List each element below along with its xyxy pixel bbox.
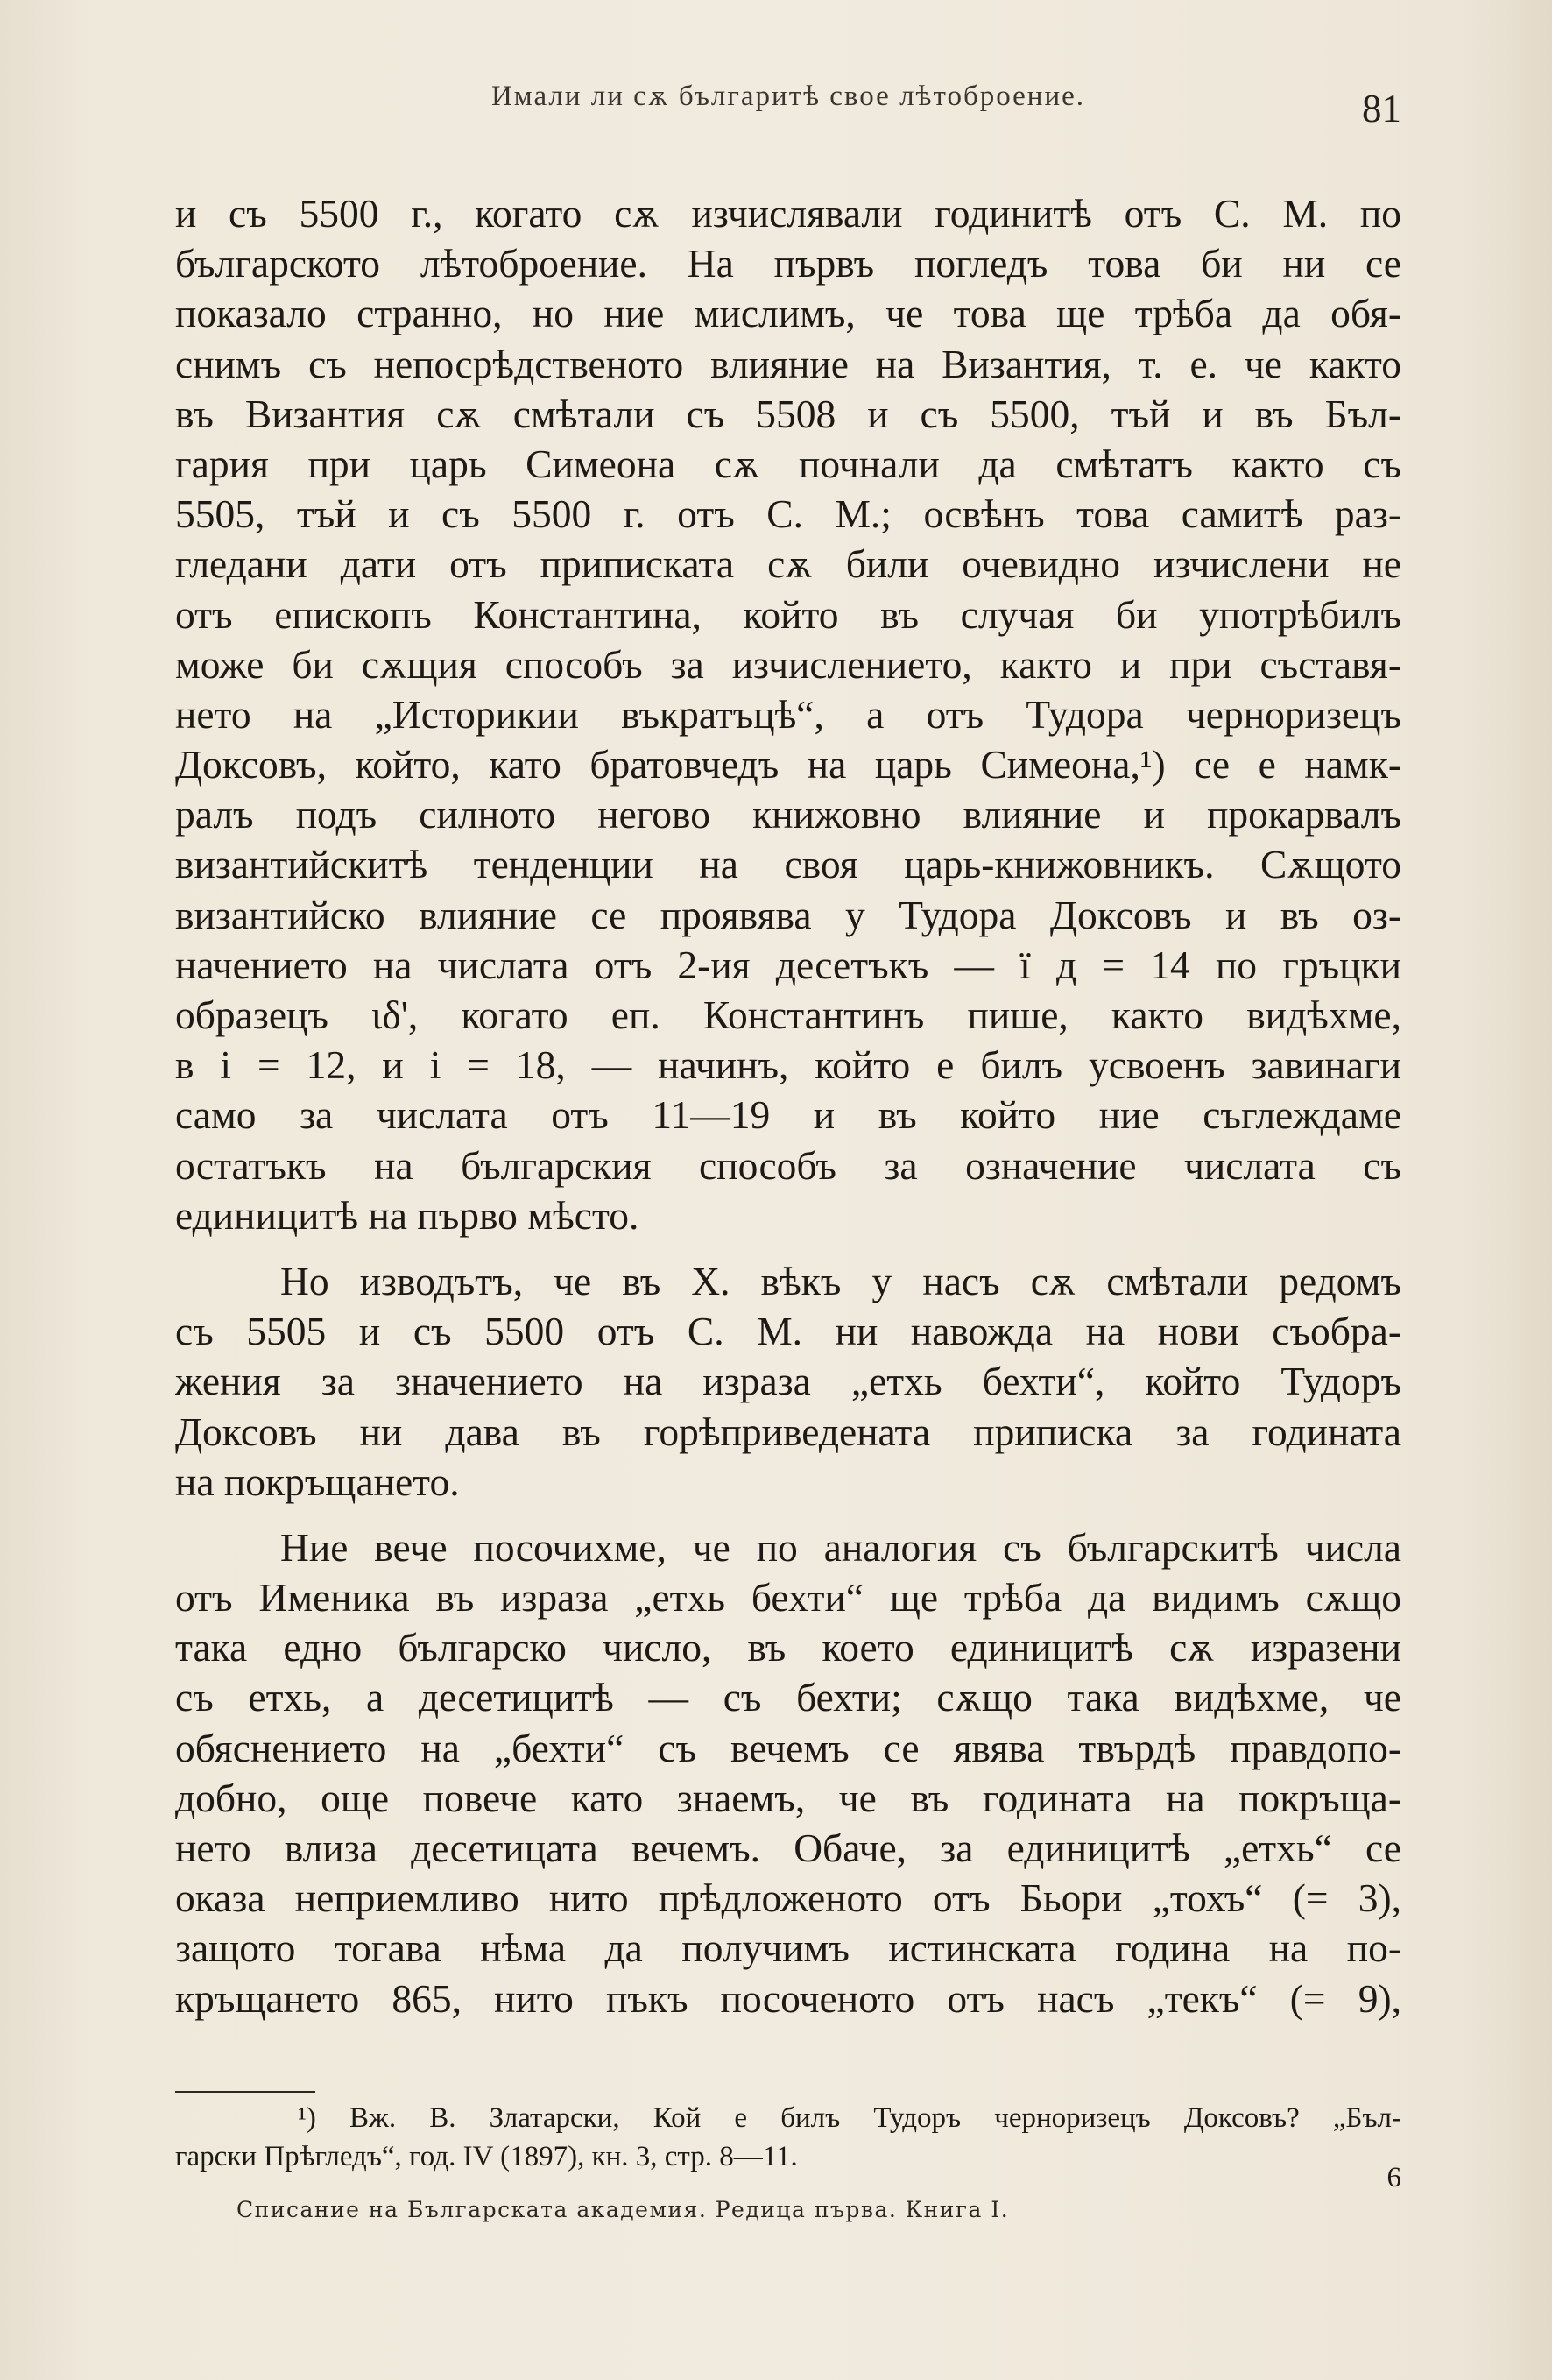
footnote-line: гарски Прѣгледъ“, год. IV (1897), кн. 3, стр. 8—11. [175,2141,798,2172]
text-line: византийско влияние се проявява у Тудора Доксовъ и въ оз- [175,892,1401,937]
paragraph-3 [175,1522,1401,2023]
text-line: ралъ подъ силното негово книжовно влияние и прокарвалъ [175,792,1401,837]
text-line: въ Византия сѫ смѣтали съ 5508 и съ 5500, тъй и въ Бъл- [175,391,1401,436]
text-line: византийскитѣ тенденции на своя царь-книжовникъ. Сѫщото [175,842,1401,887]
text-line: кръщането 865, нито пъкъ посоченото отъ насъ „текъ“ (= 9), [175,1975,1401,2021]
text-line: Ние вече посочихме, че по аналогия съ българскитѣ числа [280,1524,1401,1570]
text-line: гария при царь Симеона сѫ почнали да смѣтатъ както съ [175,441,1401,486]
body-text [175,188,1401,2023]
text-line: образецъ ιδ', когато еп. Константинъ пише, както видѣхме, [175,992,1401,1037]
paragraph-1 [175,188,1401,1240]
text-line: и съ 5500 г., когато сѫ изчислявали годинитѣ отъ С. М. по [175,191,1401,236]
text-line: жения за значението на израза „етхь бехти“, който Тудоръ [175,1359,1401,1404]
text-line: 5505, тъй и съ 5500 г. отъ С. М.; освѣнъ това самитѣ раз- [175,491,1401,537]
footnote [175,2099,1401,2176]
paragraph-2 [175,1256,1401,1507]
text-line: обяснението на „бехти“ съ вечемъ се явява твърдѣ правдопо- [175,1725,1401,1770]
text-line: единицитѣ на първо мѣсто. [175,1192,639,1238]
text-line: добно, още повече като знаемъ, че въ годината на покръща- [175,1775,1401,1820]
text-line: съ 5505 и съ 5500 отъ С. М. ни навожда на нови съобра- [175,1309,1401,1354]
text-line: начението на числата отъ 2-ия десетъкъ — ї д = 14 по гръцки [175,942,1401,987]
text-line: нето на „Историкии въкратъцѣ“, а отъ Тудора черноризецъ [175,691,1401,737]
imprint-line: Списание на Българската академия. Редица първа. Книга I. [236,2197,1010,2222]
text-line: отъ епископъ Константина, който въ случая би употрѣбилъ [175,591,1401,637]
text-line: на покръщането. [175,1458,460,1504]
footnote-rule [175,2091,315,2093]
text-line: нето влиза десетицата вечемъ. Обаче, за единицитѣ „етхь“ се [175,1826,1401,1870]
text-line: може би сѫщия способъ за изчислението, както и при съставя- [175,641,1401,687]
text-line: гледани дати отъ приписката сѫ били очевидно изчислени не [175,541,1401,587]
text-line: Доксовъ, който, като братовчедъ на царь Симеона,¹) се е намк- [175,742,1401,787]
text-line: снимъ съ непосрѣдственото влияние на Византия, т. е. че както [175,341,1401,386]
text-line: Но изводътъ, че въ X. вѣкъ у насъ сѫ смѣтали редомъ [280,1258,1401,1303]
text-line: отъ Именика въ израза „етхь бехти“ ще трѣба да видимъ сѫщо [175,1575,1401,1621]
text-line: защото тогава нѣма да получимъ истинската година на по- [175,1925,1401,1971]
footnote-line: ¹) Вж. В. Златарски, Кой е билъ Тудоръ черноризецъ Доксовъ? „Бъл- [298,2102,1401,2134]
text-line: показало странно, но ние мислимъ, че това ще трѣба да обя- [175,291,1401,336]
page-number: 81 [1362,87,1401,131]
text-line: така едно българско число, въ което единицитѣ сѫ изразени [175,1625,1401,1670]
text-line: оказа неприемливо нито прѣдложеното отъ Бьори „тохъ“ (= 3), [175,1875,1401,1921]
text-line: в і = 12, и і = 18, — начинъ, който е билъ усвоенъ завинаги [175,1042,1401,1088]
text-line: остатъкъ на българския способъ за означение числата съ [175,1142,1401,1188]
signature-mark: 6 [1386,2162,1401,2193]
running-head: Имали ли сѫ българитѣ свое лѣтоброение. [490,81,1086,112]
text-line: българското лѣтоброение. На първъ погледъ това би ни се [175,241,1401,286]
text-line: само за числата отъ 11—19 и въ който ние съглеждаме [175,1092,1401,1138]
text-line: Доксовъ ни дава въ горѣприведената приписка за годината [175,1409,1401,1454]
text-line: съ етхь, а десетицитѣ — съ бехти; сѫщо така видѣхме, че [175,1675,1401,1720]
